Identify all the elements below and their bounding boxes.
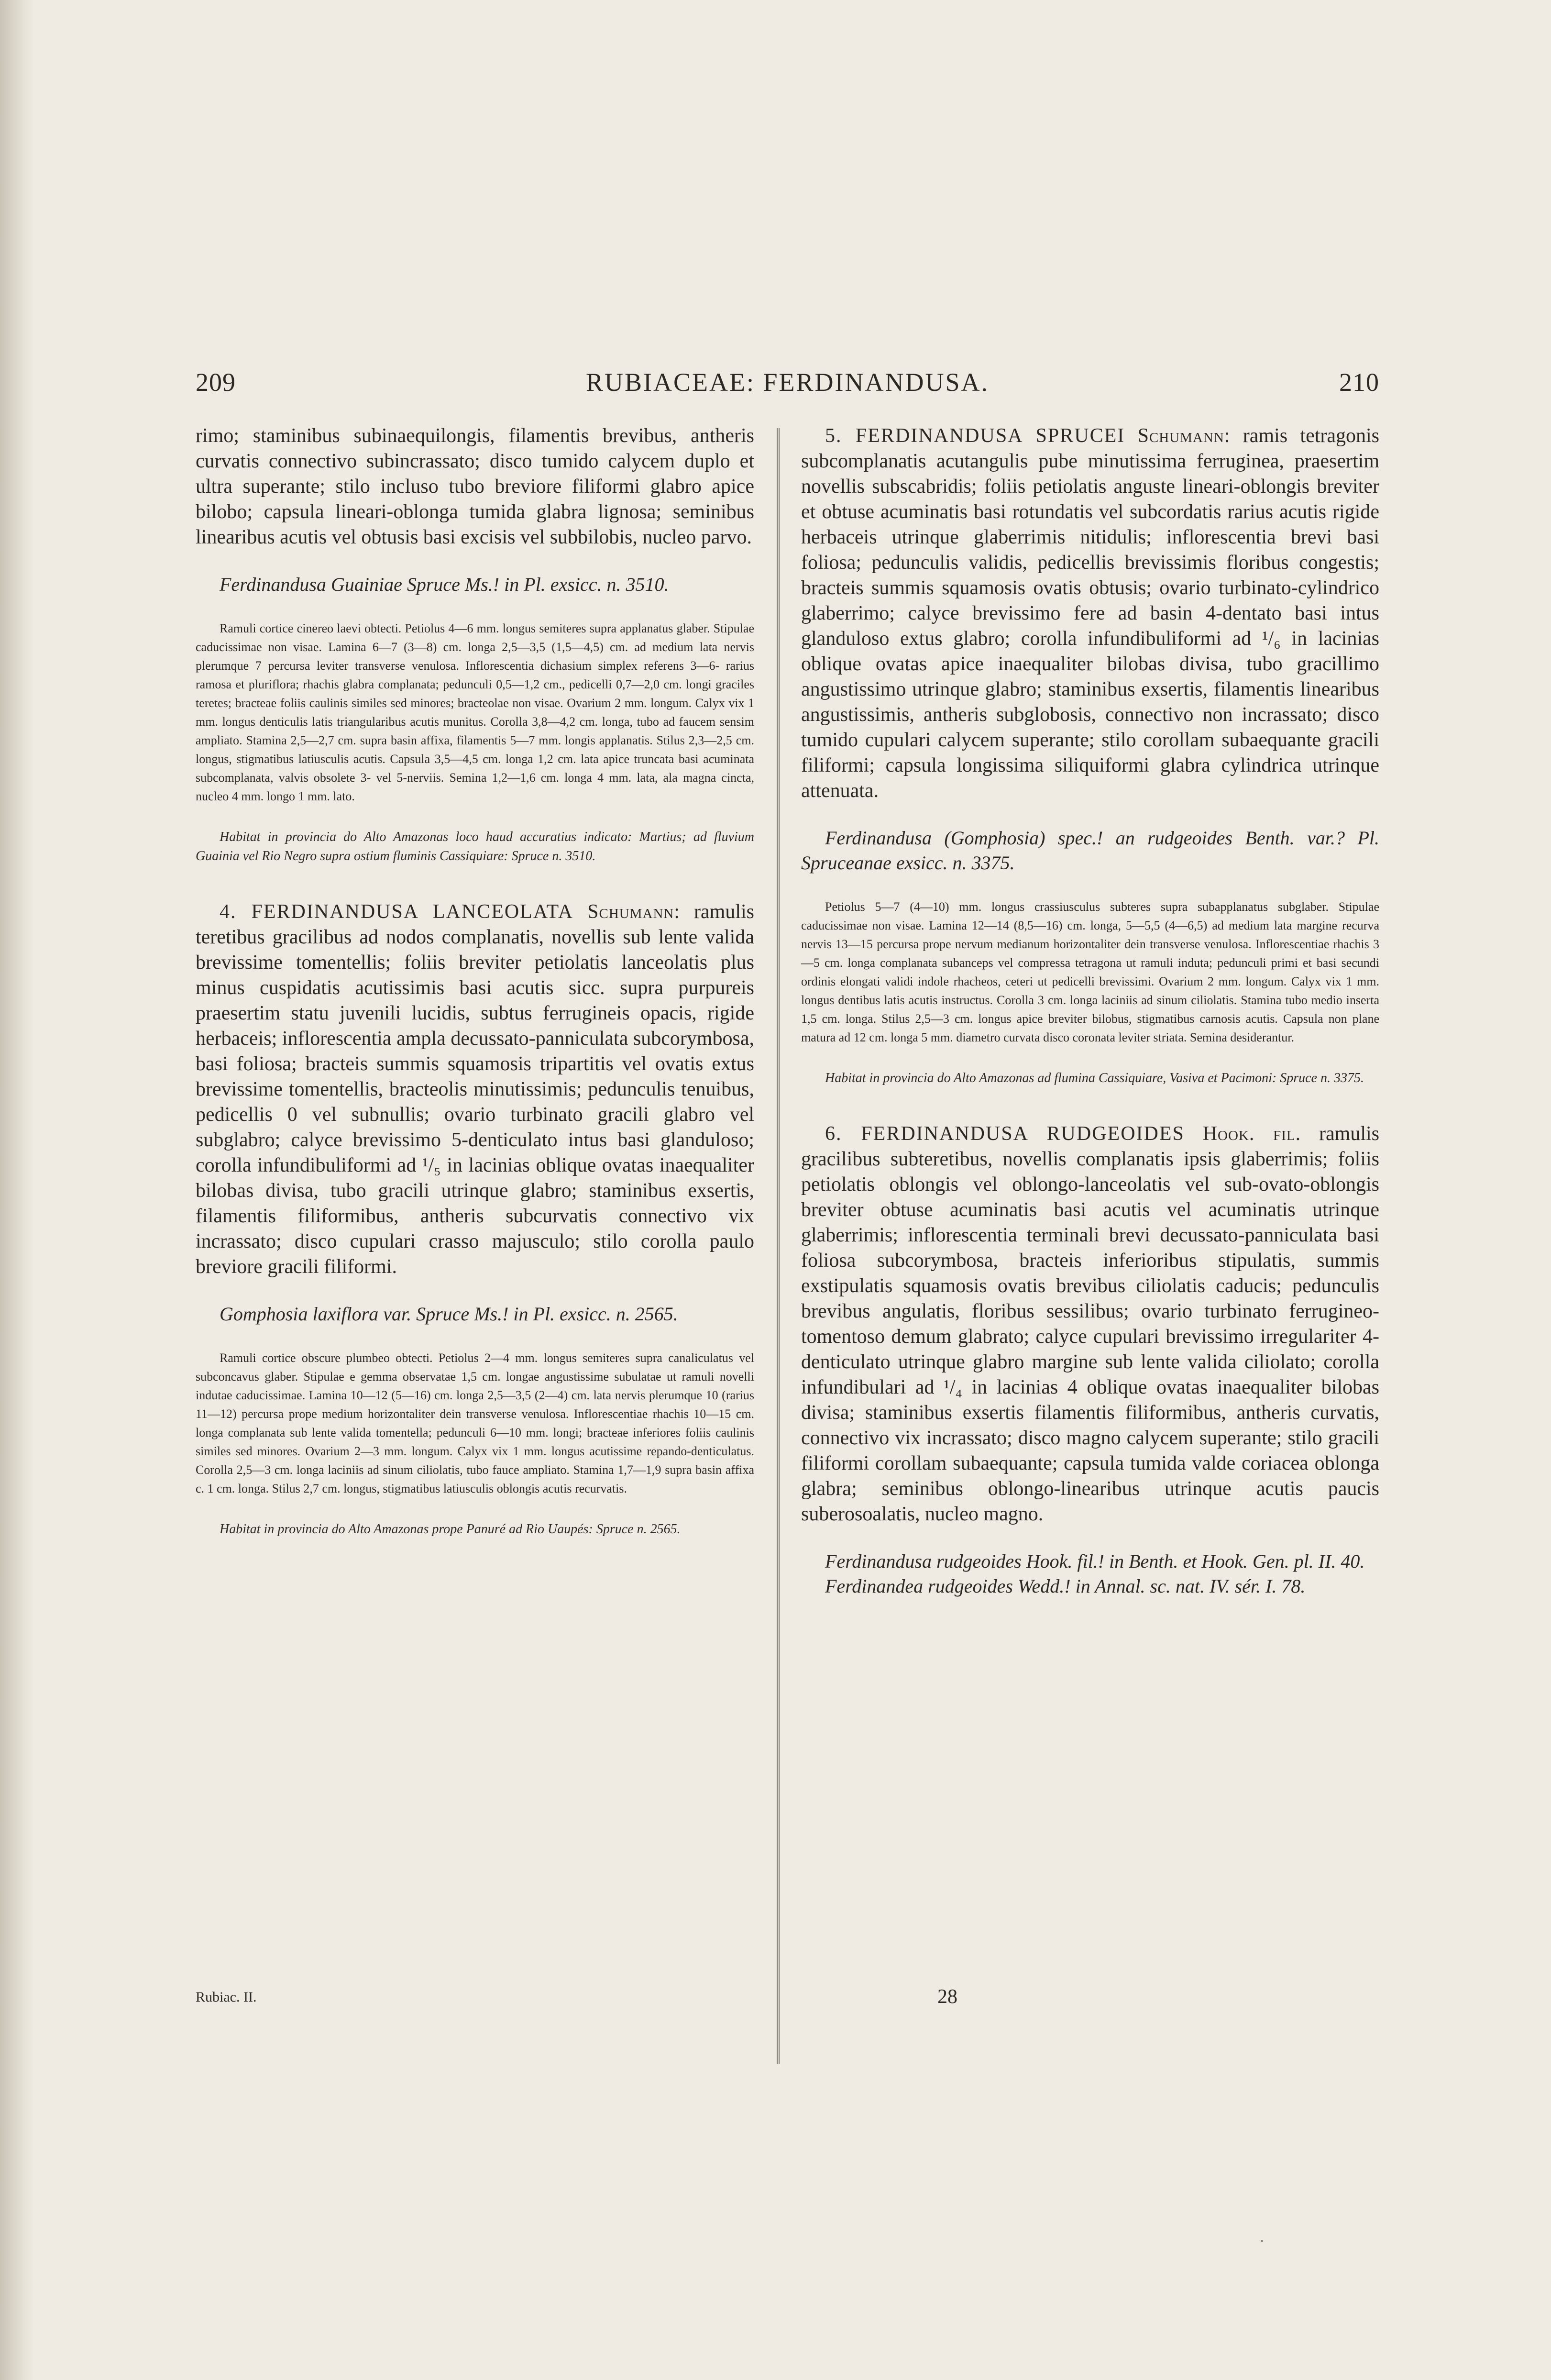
citation-lanceolata: Gomphosia laxiflora var. Spruce Ms.! in Pl. exsicc. n. 2565. — [220, 1303, 678, 1325]
species-5-title: 5. FERDINANDUSA SPRUCEI — [825, 425, 1125, 447]
habitat-sprucei: Habitat in provincia do Alto Amazonas ad flumina Cassiquiare, Vasiva et Pacimoni: Spruce n. 3375. — [825, 1071, 1364, 1085]
habitat-guainiae: Habitat in provincia do Alto Amazonas loco haud accuratius indicato: Martius; ad fluvium Guainia vel Rio Negro supra ostium fluminis Cassiquiare: Spruce n. 3510. — [196, 830, 754, 863]
citation-guainiae: Ferdinandusa Guainiae Spruce Ms.! in Pl. exsicc. n. 3510. — [220, 574, 669, 595]
species-6-entry — [801, 1121, 1379, 1527]
signature-mark-left: Rubiac. II. — [196, 1989, 257, 2005]
page-number-left: 209 — [196, 368, 236, 397]
species-4-author: Schumann: — [587, 901, 681, 923]
species-4-entry — [196, 899, 754, 1280]
signature-mark-right: 28 — [937, 1986, 957, 2008]
detail-sprucei: Petiolus 5—7 (4—10) mm. longus crassiusculus subteres supra subapplanatus subglaber. Stipulae caducissimae non visae. Lamina 12—14 (8,5—16) cm. longa, 5—5,5 (4—6,5) ad medium lata margine recurva nervis 13—15 percursa prope nervum medianum horizontaliter dein transverse venulosa. Inflorescentiae rhachis 3—5 cm. longa complanata subanceps vel compressa tetragona ut ramuli induta; pedunculi primi et basi secundi ordinis elongati validi indole rhacheos, ceteri ut pedicelli brevissimi. Ovarium 2 mm. longum. Calyx vix 1 mm. longus dentibus latis acutis instructus. Corolla 3 cm. longa laciniis ad sinum ciliolatis. Stamina tubo medio inserta 1,5 cm. longa. Stilus 2,5—3 cm. longus apice breviter bilobus, stigmatibus carnosis acutis. Capsula non plane matura ad 12 cm. longa 5 mm. diametro curvata disco coronata leviter striata. Semina desiderantur. — [801, 900, 1379, 1044]
citation-ferdinandea: Ferdinandea rudgeoides Wedd.! in Annal. sc. nat. IV. sér. I. 78. — [825, 1575, 1306, 1597]
running-header — [196, 367, 1379, 406]
page-number-right: 210 — [1339, 368, 1379, 397]
left-column — [196, 423, 754, 1539]
species-6-author: Hook. fil. — [1202, 1123, 1301, 1145]
species-6-title: 6. FERDINANDUSA RUDGEOIDES — [825, 1123, 1185, 1145]
column-rule — [777, 428, 780, 2064]
description-continued: rimo; staminibus subinaequilongis, filamentis brevibus, antheris curvatis connectivo subincrassato; disco tumido calycem duplo et ultra superante; stilo incluso tubo breviore filiformi glabro apice bilobo; capsula lineari-oblonga tumida glabra lignosa; seminibus linearibus acutis vel obtusis basi excisis vel subbilobis, nucleo parvo. — [196, 425, 754, 548]
habitat-lanceolata: Habitat in provincia do Alto Amazonas prope Panuré ad Rio Uaupés: Spruce n. 2565. — [220, 1522, 681, 1537]
paper-speck — [1261, 2240, 1263, 2242]
citation-rudgeoides: Ferdinandusa rudgeoides Hook. fil.! in Benth. et Hook. Gen. pl. II. 40. — [825, 1550, 1365, 1572]
species-4-title: 4. FERDINANDUSA LANCEOLATA — [220, 901, 574, 923]
species-5-author: Schumann: — [1137, 425, 1231, 447]
species-6-text: ramulis gracilibus subteretibus, novellis complanatis ipsis glaberrimis; foliis petiolatis oblongis vel oblongo-lanceolatis vel sub-ovato-oblongis breviter obtuse acuminatis basi acutis vel acuminatis utrinque glaberrimis; inflorescentia terminali brevi decussato-panniculata basi foliosa subcorymbosa, bracteis inferioribus stipulatis, summis exstipulatis squamosis ovatis brevibus ciliolatis caducis; pedunculis brevibus angulatis, floribus sessilibus; ovario turbinato ferrugineo-tomentoso demum glabrato; calyce cupulari brevissimo irregulariter 4-denticulato utrinque glabro margine sub lente valida ciliolato; corolla infundibulari ad ¹/₄ in lacinias 4 oblique ovatas inaequaliter bilobas divisa; staminibus exsertis filamentis filiformibus, antheris curvatis, connectivo vix incrassato; disco magno calycem superante; stilo gracili filiformi corollam subaequante; capsula tumida valde coriacea oblonga glabra; seminibus oblongo-linearibus utrinque acutis paucis suberosoalatis, nucleo magno. — [801, 1123, 1379, 1525]
detail-lanceolata: Ramuli cortice obscure plumbeo obtecti. Petiolus 2—4 mm. longus semiteres supra canaliculatus vel subconcavus glaber. Stipulae e gemma observatae 1,5 cm. longae angustissime subulatae ut ramuli novelli indutae caducissimae. Lamina 10—12 (5—16) cm. longa 2,5—3,5 (2—4) cm. lata nervis plerumque 10 (rarius 11—12) percursa prope medium horizontaliter dein transverse venulosa. Inflorescentiae rhachis 10—15 cm. longa complanata sub lente valida tomentella; pedunculi 6—10 mm. longi; bracteae inferiores foliis caulinis similes sed minores. Ovarium 2—3 mm. longum. Calyx vix 1 mm. longus acutissime repando-denticulatus. Corolla 2,5—3 cm. longa laciniis ad sinum ciliolatis, tubo fauce ampliato. Stamina 1,7—1,9 supra basin affixa c. 1 cm. longa. Stilus 2,7 cm. longus, stigmatibus latiusculis oblongis acutis recurvatis. — [196, 1351, 754, 1495]
right-column — [801, 423, 1379, 1599]
running-title: RUBIACEAE: FERDINANDUSA. — [585, 368, 990, 397]
citation-sprucei: Ferdinandusa (Gomphosia) spec.! an rudgeoides Benth. var.? Pl. Spruceanae exsicc. n. 3375. — [801, 827, 1379, 874]
detail-guainiae: Ramuli cortice cinereo laevi obtecti. Petiolus 4—6 mm. longus semiteres supra applanatus glaber. Stipulae caducissimae non visae. Lamina 6—7 (3—8) cm. longa 2,5—3,5 (1,5—4,5) cm. ad medium lata nervis plerumque 7 percursa leviter transverse venulosa. Inflorescentia dichasium simplex referens 3—6- rarius ramosa et pluriflora; rhachis glabra complanata; pedunculi 0,5—1,2 cm., pedicelli 0,7—2,0 cm. longi graciles teretes; bracteae foliis caulinis similes sed minores; bracteolae non visae. Ovarium 2 mm. longum. Calyx vix 1 mm. longus denticulis latis triangularibus acutis munitus. Corolla 3,8—4,2 cm. longa, tubo ad faucem sensim ampliato. Stamina 2,5—2,7 cm. supra basin affixa, filamentis 5—7 mm. longis applanatis. Stilus 2,3—2,5 cm. longus, stigmatibus latiusculis acutis. Capsula 3,5—4,5 cm. longa 1,2 cm. lata apice truncata basi acuminata subcomplanata, valvis obsolete 3- vel 5-nerviis. Semina 1,2—1,6 cm. longa 4 mm. lata, ala magna cincta, nucleo 4 mm. longo 1 mm. lato. — [196, 621, 754, 803]
species-4-text: ramulis teretibus gracilibus ad nodos complanatis, novellis sub lente valida brevissime tomentellis; foliis breviter petiolatis lanceolatis plus minus cuspidatis acutissimis basi acutis sicc. supra purpureis praesertim statu juvenili lucidis, subtus ferrugineis opacis, rigide herbaceis; inflorescentia ampla decussato-panniculata subcorymbosa, basi foliosa; bracteis summis squamosis tripartitis vel ovatis extus brevissime tomentellis, bracteolis minutissimis; pedunculis tenuibus, pedicellis 0 vel subnullis; ovario turbinato gracili glabro vel subglabro; calyce brevissimo 5-denticulato intus basi glanduloso; corolla infundibuliformi ad ¹/₅ in lacinias oblique ovatas inaequaliter bilobas divisa, tubo gracili utrinque glabro; staminibus exsertis, filamentis filiformibus, antheris subcurvatis connectivo vix incrassato; disco cupulari crasso majusculo; stilo corolla paulo breviore gracili filiformi. — [196, 901, 754, 1278]
species-5-entry — [801, 423, 1379, 804]
species-5-text: ramis tetragonis subcomplanatis acutangulis pube minutissima ferruginea, praesertim novellis subscabridis; foliis petiolatis anguste lineari-oblongis breviter et obtuse acuminatis basi rotundatis vel subcordatis rarius acutis rigide herbaceis utrinque glaberrimis nitidulis; inflorescentia brevi basi foliosa; pedunculis validis, pedicellis brevissimis floribus congestis; bracteis summis squamosis ovatis obtusis; ovario turbinato-cylindrico glaberrimo; calyce brevissimo fere ad basin 4-dentato basi intus glanduloso extus glabro; corolla infundibuliformi ad ¹/₆ in lacinias oblique ovatas apice inaequaliter bilobas divisa, tubo gracillimo angustissimo utrinque glabro; staminibus exsertis, filamentis linearibus angustissimis, antheris subglobosis, connectivo non incrassato; disco tumido cupulari calycem superante; stilo corollam subaequante gracili filiformi; capsula longissima siliquiformi glabra cylindrica utrinque attenuata. — [801, 425, 1380, 802]
